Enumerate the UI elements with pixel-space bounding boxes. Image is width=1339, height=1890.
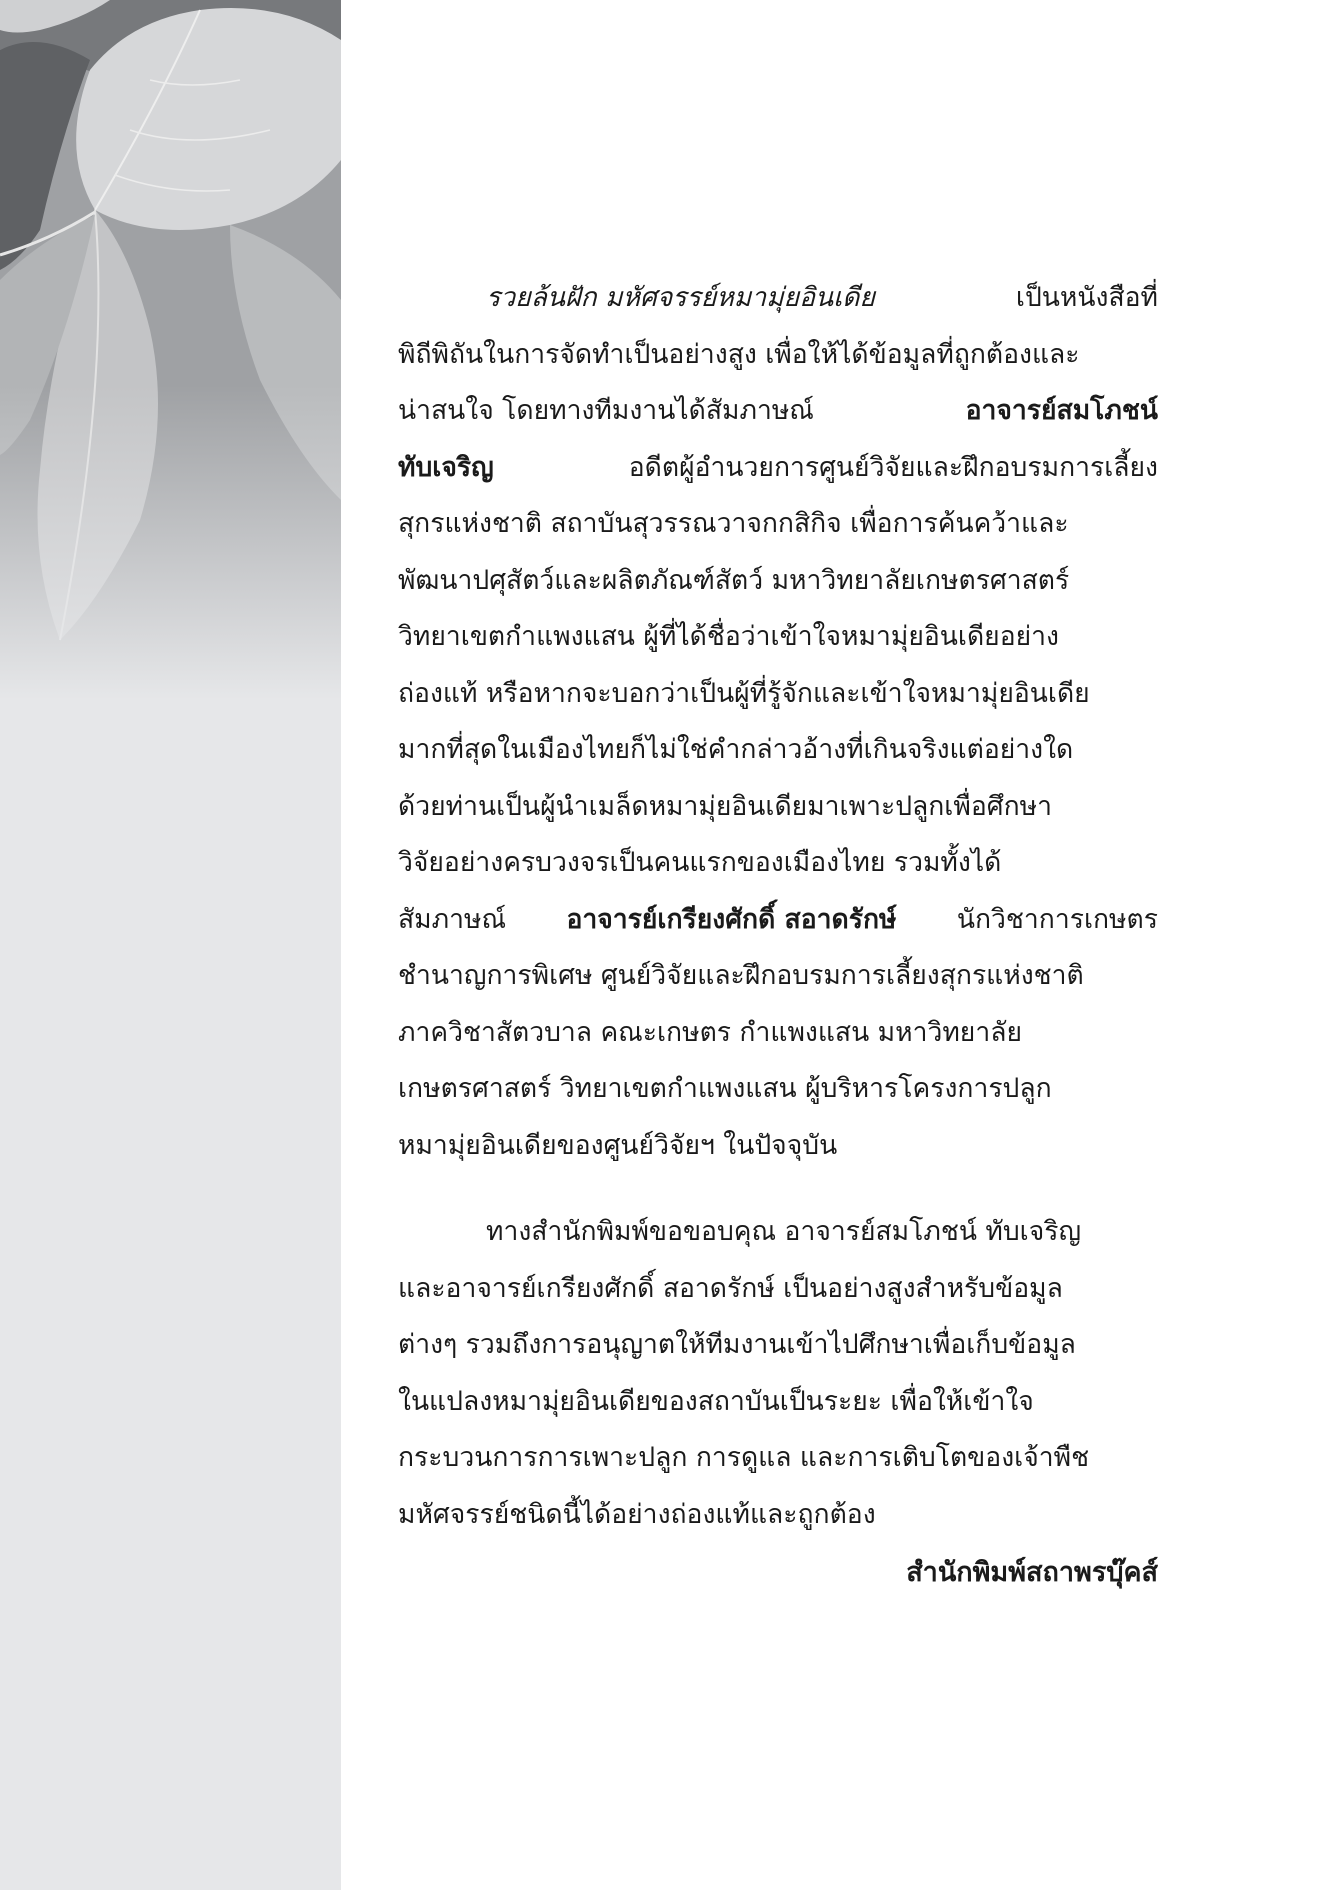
name-highlight: อาจารย์สมโภชน์	[965, 395, 1158, 426]
paragraph-1	[398, 270, 1158, 1174]
publisher-signature: สำนักพิมพ์สถาพรบุ๊คส์	[906, 1557, 1158, 1588]
preface-body	[398, 270, 1158, 1543]
text-line: ต่างๆ รวมถึงการอนุญาตให้ทีมงานเข้าไปศึกษาเพื่อเก็บข้อมูล	[398, 1329, 1076, 1360]
text-line: เกษตรศาสตร์ วิทยาเขตกำแพงแสน ผู้บริหารโครงการปลูก	[398, 1073, 1052, 1104]
text-line: ในแปลงหมามุ่ยอินเดียของสถาบันเป็นระยะ เพื่อให้เข้าใจ	[398, 1385, 1034, 1417]
text-fragment: เป็นหนังสือที่	[1015, 282, 1158, 313]
text-line: ภาควิชาสัตวบาล คณะเกษตร กำแพงแสน มหาวิทยาลัย	[398, 1016, 1022, 1048]
text-line: มหัศจรรย์ชนิดนี้ได้อย่างถ่องแท้และถูกต้อง	[398, 1498, 876, 1530]
text-fragment: น่าสนใจ โดยทางทีมงานได้สัมภาษณ์	[398, 395, 814, 426]
paragraph-2	[398, 1204, 1158, 1543]
text-line: พิถีพิถันในการจัดทำเป็นอย่างสูง เพื่อให้ได้ข้อมูลที่ถูกต้องและ	[398, 338, 1080, 370]
text-line: และอาจารย์เกรียงศักดิ์ สอาดรักษ์ เป็นอย่างสูงสำหรับข้อมูล	[398, 1272, 1063, 1304]
name-highlight: ทับเจริญ	[398, 451, 494, 483]
text-line	[398, 892, 1158, 949]
text-line: วิจัยอย่างครบวงจรเป็นคนแรกของเมืองไทย รวมทั้งได้	[398, 847, 1002, 878]
book-title: รวยล้นฝัก มหัศจรรย์หมามุ่ยอินเดีย	[486, 282, 875, 313]
text-line	[398, 383, 1158, 440]
text-fragment: สัมภาษณ์	[398, 903, 507, 935]
text-line: ชำนาญการพิเศษ ศูนย์วิจัยและฝึกอบรมการเลี้ยงสุกรแห่งชาติ	[398, 960, 1084, 991]
text-line: กระบวนการการเพาะปลูก การดูแล และการเติบโตของเจ้าพืช	[398, 1442, 1090, 1473]
text-fragment: นักวิชาการเกษตร	[956, 903, 1158, 935]
text-line: มากที่สุดในเมืองไทยก็ไม่ใช่คำกล่าวอ้างที่เกินจริงแต่อย่างใด	[398, 734, 1074, 765]
text-line: วิทยาเขตกำแพงแสน ผู้ที่ได้ชื่อว่าเข้าใจหมามุ่ยอินเดียอย่าง	[398, 621, 1059, 652]
text-fragment: อดีตผู้อำนวยการศูนย์วิจัยและฝึกอบรมการเลี้ยง	[628, 451, 1158, 483]
paragraph-gap	[398, 1174, 1158, 1204]
text-line: พัฒนาปศุสัตว์และผลิตภัณฑ์สัตว์ มหาวิทยาลัยเกษตรศาสตร์	[398, 564, 1070, 596]
text-line	[398, 440, 1158, 497]
text-line: สุกรแห่งชาติ สถาบันสุวรรณวาจกกสิกิจ เพื่อการค้นคว้าและ	[398, 508, 1069, 539]
decorative-sidebar	[0, 0, 341, 1890]
leaf-photo	[0, 0, 341, 700]
text-line	[398, 270, 1158, 327]
text-line: ทางสำนักพิมพ์ขอขอบคุณ อาจารย์สมโภชน์ ทับเจริญ	[486, 1216, 1082, 1247]
text-line: ถ่องแท้ หรือหากจะบอกว่าเป็นผู้ที่รู้จักและเข้าใจหมามุ่ยอินเดีย	[398, 677, 1090, 709]
text-line: ด้วยท่านเป็นผู้นำเมล็ดหมามุ่ยอินเดียมาเพาะปลูกเพื่อศึกษา	[398, 790, 1052, 822]
name-highlight: อาจารย์เกรียงศักดิ์ สอาดรักษ์	[566, 903, 897, 935]
text-line: หมามุ่ยอินเดียของศูนย์วิจัยฯ ในปัจจุบัน	[398, 1129, 838, 1161]
